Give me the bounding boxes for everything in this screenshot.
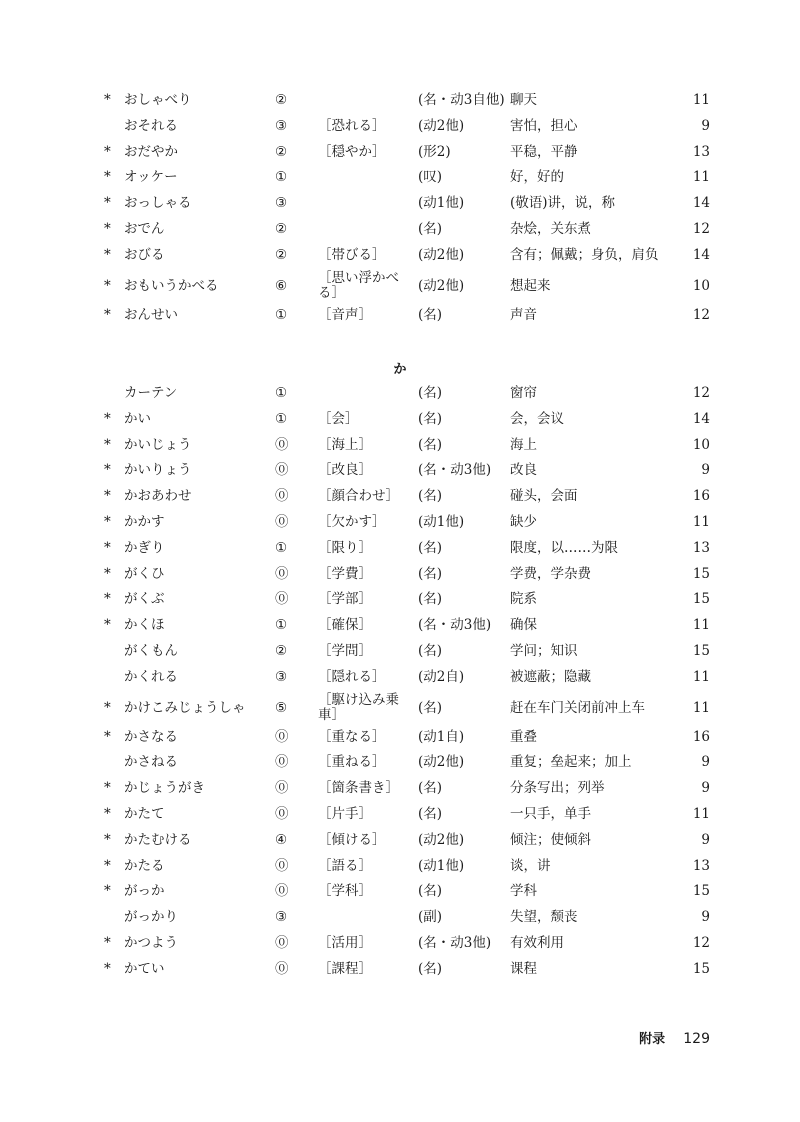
entry-kanji: ［重ねる］ (318, 754, 386, 771)
entry-meaning: 学问；知识 (510, 642, 578, 659)
entry-kana: がくもん (124, 642, 178, 659)
entry-meaning: 课程 (510, 960, 537, 977)
entry-kana: おだやか (124, 143, 178, 160)
entry-part-of-speech: (名) (418, 960, 443, 977)
entry-accent: ⓪ (275, 960, 289, 977)
entry-kana: がくぶ (124, 591, 165, 608)
vocab-entry (0, 114, 800, 140)
entry-kana: かおあわせ (124, 488, 192, 505)
entry-kana: かてい (124, 960, 165, 977)
asterisk-marker: * (104, 488, 111, 505)
vocab-entry (0, 165, 800, 191)
entry-kana: がくひ (124, 565, 165, 582)
asterisk-marker: * (104, 306, 111, 323)
entry-part-of-speech: (名・动3他) (418, 617, 492, 634)
footer-label: 附录 (639, 1032, 666, 1047)
entry-accent: ① (275, 385, 288, 401)
vocab-entry (0, 269, 800, 303)
entry-accent: ⓪ (275, 565, 289, 582)
entry-kana: かい (124, 410, 151, 427)
entry-kanji: ［学科］ (318, 883, 372, 900)
vocab-entry (0, 433, 800, 459)
vocab-entry (0, 407, 800, 433)
vocab-entry (0, 536, 800, 562)
entry-lesson-number: 12 (692, 220, 710, 237)
entry-kanji: ［限り］ (318, 539, 372, 556)
vocab-entry (0, 931, 800, 957)
entry-part-of-speech: (名) (418, 539, 443, 556)
entry-kana: オッケー (124, 169, 178, 186)
entry-lesson-number: 11 (692, 699, 710, 716)
entry-lesson-number: 12 (692, 934, 710, 951)
entry-part-of-speech: (动1他) (418, 513, 465, 530)
vocab-list-ka (0, 381, 800, 983)
entry-kanji: ［恐れる］ (318, 117, 386, 134)
asterisk-marker: * (104, 699, 111, 716)
vocab-entry (0, 88, 800, 114)
entry-part-of-speech: (名) (418, 699, 443, 716)
entry-kana: かたて (124, 805, 165, 822)
entry-meaning: 杂烩，关东煮 (510, 220, 591, 237)
vocab-entry (0, 484, 800, 510)
asterisk-marker: * (104, 246, 111, 263)
entry-kanji: ［傾ける］ (318, 831, 386, 848)
entry-lesson-number: 16 (692, 488, 710, 505)
entry-kana: がっか (124, 883, 165, 900)
vocab-entry (0, 802, 800, 828)
entry-kana: かくれる (124, 668, 178, 685)
vocab-entry (0, 587, 800, 613)
entry-part-of-speech: (名) (418, 591, 443, 608)
vocab-entry (0, 303, 800, 329)
entry-meaning: (敬语)讲，说，称 (510, 195, 616, 212)
entry-accent: ⓪ (275, 436, 289, 453)
entry-part-of-speech: (动2他) (418, 117, 465, 134)
entry-accent: ⓪ (275, 513, 289, 530)
asterisk-marker: * (104, 410, 111, 427)
entry-kanji: ［会］ (318, 410, 359, 427)
asterisk-marker: * (104, 934, 111, 951)
entry-accent: ③ (275, 668, 288, 685)
entry-kana: かさねる (124, 754, 178, 771)
entry-kanji: ［思い浮かべる］ (318, 269, 399, 301)
entry-part-of-speech: (名) (418, 410, 443, 427)
entry-part-of-speech: (动1他) (418, 195, 465, 212)
entry-lesson-number: 12 (692, 385, 710, 401)
entry-accent: ⓪ (275, 728, 289, 745)
vocab-entry (0, 510, 800, 536)
vocab-entry (0, 140, 800, 166)
asterisk-marker: * (104, 513, 111, 530)
entry-part-of-speech: (动1他) (418, 857, 465, 874)
entry-accent: ⓪ (275, 462, 289, 479)
entry-lesson-number: 15 (692, 565, 710, 582)
entry-lesson-number: 9 (701, 117, 710, 134)
entry-lesson-number: 11 (692, 805, 710, 822)
entry-part-of-speech: (名) (418, 385, 443, 401)
entry-kana: かたむける (124, 831, 192, 848)
entry-meaning: 有效利用 (510, 934, 564, 951)
entry-kanji: ［顔合わせ］ (318, 488, 399, 505)
entry-kana: かさなる (124, 728, 178, 745)
entry-lesson-number: 16 (692, 728, 710, 745)
entry-part-of-speech: (形2) (418, 143, 451, 160)
asterisk-marker: * (104, 617, 111, 634)
entry-kanji: ［欠かす］ (318, 513, 386, 530)
entry-kanji: ［駆け込み乗車］ (318, 691, 399, 723)
asterisk-marker: * (104, 805, 111, 822)
vocab-entry (0, 879, 800, 905)
entry-kanji: ［穏やか］ (318, 143, 386, 160)
entry-meaning: 谈，讲 (510, 857, 551, 874)
entry-lesson-number: 10 (692, 277, 710, 294)
entry-part-of-speech: (名) (418, 565, 443, 582)
entry-lesson-number: 9 (701, 780, 710, 797)
entry-lesson-number: 11 (692, 92, 710, 108)
entry-kanji: ［箇条書き］ (318, 780, 399, 797)
asterisk-marker: * (104, 728, 111, 745)
asterisk-marker: * (104, 591, 111, 608)
entry-meaning: 院系 (510, 591, 537, 608)
entry-kana: かつよう (124, 934, 178, 951)
entry-meaning: 确保 (510, 617, 537, 634)
entry-accent: ⓪ (275, 883, 289, 900)
vocab-entry (0, 854, 800, 880)
entry-kanji: ［確保］ (318, 617, 372, 634)
page-number: 129 (683, 1031, 710, 1047)
entry-part-of-speech: (名) (418, 805, 443, 822)
entry-meaning: 含有；佩戴；身负，肩负 (510, 246, 659, 263)
entry-meaning: 失望，颓丧 (510, 909, 578, 926)
entry-part-of-speech: (动2他) (418, 246, 465, 263)
entry-accent: ⓪ (275, 805, 289, 822)
entry-accent: ⓪ (275, 754, 289, 771)
entry-kana: かかす (124, 513, 165, 530)
asterisk-marker: * (104, 277, 111, 294)
asterisk-marker: * (104, 780, 111, 797)
entry-meaning: 倾注；使倾斜 (510, 831, 591, 848)
entry-meaning: 赶在车门关闭前冲上车 (510, 699, 645, 716)
entry-meaning: 聊天 (510, 92, 537, 108)
entry-part-of-speech: (叹) (418, 169, 443, 186)
entry-meaning: 重复；垒起来；加上 (510, 754, 632, 771)
entry-meaning: 学科 (510, 883, 537, 900)
vocab-entry (0, 562, 800, 588)
entry-kana: かくほ (124, 617, 165, 634)
entry-part-of-speech: (名) (418, 220, 443, 237)
entry-lesson-number: 9 (701, 754, 710, 771)
entry-accent: ⑤ (275, 699, 288, 716)
vocab-entry (0, 639, 800, 665)
entry-part-of-speech: (名) (418, 883, 443, 900)
entry-kana: おんせい (124, 306, 178, 323)
entry-meaning: 会，会议 (510, 410, 564, 427)
entry-kanji: ［改良］ (318, 462, 372, 479)
entry-accent: ⑥ (275, 277, 288, 294)
vocab-entry (0, 750, 800, 776)
entry-accent: ⓪ (275, 488, 289, 505)
asterisk-marker: * (104, 539, 111, 556)
asterisk-marker: * (104, 169, 111, 186)
entry-accent: ② (275, 642, 288, 659)
entry-kana: カーテン (124, 385, 178, 401)
entry-meaning: 改良 (510, 462, 537, 479)
entry-lesson-number: 12 (692, 306, 710, 323)
entry-lesson-number: 15 (692, 591, 710, 608)
asterisk-marker: * (104, 92, 111, 108)
asterisk-marker: * (104, 960, 111, 977)
entry-part-of-speech: (动2自) (418, 668, 465, 685)
entry-meaning: 窗帘 (510, 385, 537, 401)
vocab-entry (0, 828, 800, 854)
entry-part-of-speech: (动2他) (418, 277, 465, 294)
entry-lesson-number: 10 (692, 436, 710, 453)
entry-part-of-speech: (名・动3他) (418, 462, 492, 479)
entry-kana: かけこみじょうしゃ (124, 699, 246, 716)
entry-lesson-number: 14 (692, 246, 710, 263)
entry-accent: ⓪ (275, 591, 289, 608)
entry-part-of-speech: (名) (418, 488, 443, 505)
entry-meaning: 重叠 (510, 728, 537, 745)
entry-part-of-speech: (动1自) (418, 728, 465, 745)
entry-part-of-speech: (动2他) (418, 831, 465, 848)
vocab-entry (0, 691, 800, 725)
entry-part-of-speech: (名) (418, 436, 443, 453)
entry-kanji: ［帯びる］ (318, 246, 386, 263)
entry-accent: ③ (275, 117, 288, 134)
entry-part-of-speech: (名) (418, 642, 443, 659)
entry-accent: ④ (275, 831, 288, 848)
entry-meaning: 分条写出；列举 (510, 780, 605, 797)
entry-meaning: 海上 (510, 436, 537, 453)
entry-kana: かいりょう (124, 462, 192, 479)
entry-kanji: ［学費］ (318, 565, 372, 582)
vocab-entry (0, 776, 800, 802)
entry-meaning: 碰头，会面 (510, 488, 578, 505)
asterisk-marker: * (104, 462, 111, 479)
entry-lesson-number: 9 (701, 831, 710, 848)
entry-kana: おでん (124, 220, 165, 237)
entry-meaning: 限度，以……为限 (510, 539, 618, 556)
entry-kana: かいじょう (124, 436, 192, 453)
entry-lesson-number: 9 (701, 462, 710, 479)
entry-lesson-number: 11 (692, 513, 710, 530)
vocab-entry (0, 905, 800, 931)
entry-accent: ③ (275, 909, 288, 926)
entry-accent: ② (275, 246, 288, 263)
entry-kana: おしゃべり (124, 92, 192, 108)
entry-accent: ① (275, 617, 288, 634)
entry-lesson-number: 11 (692, 169, 710, 186)
vocab-entry (0, 243, 800, 269)
entry-kanji: ［片手］ (318, 805, 372, 822)
entry-lesson-number: 14 (692, 195, 710, 212)
entry-meaning: 好，好的 (510, 169, 564, 186)
entry-meaning: 声音 (510, 306, 537, 323)
entry-kana: おびる (124, 246, 165, 263)
entry-kanji: ［活用］ (318, 934, 372, 951)
entry-kana: がっかり (124, 909, 178, 926)
entry-meaning: 一只手，单手 (510, 805, 591, 822)
entry-lesson-number: 13 (692, 857, 710, 874)
entry-kanji: ［海上］ (318, 436, 372, 453)
entry-kana: おもいうかべる (124, 277, 219, 294)
entry-kana: かぎり (124, 539, 165, 556)
entry-accent: ③ (275, 195, 288, 212)
entry-lesson-number: 11 (692, 617, 710, 634)
entry-kanji: ［隠れる］ (318, 668, 386, 685)
entry-kanji: ［課程］ (318, 960, 372, 977)
entry-kana: かたる (124, 857, 165, 874)
entry-kana: おそれる (124, 117, 178, 134)
entry-lesson-number: 11 (692, 668, 710, 685)
entry-meaning: 想起来 (510, 277, 551, 294)
entry-part-of-speech: (名・动3他) (418, 934, 492, 951)
asterisk-marker: * (104, 195, 111, 212)
vocab-entry (0, 191, 800, 217)
entry-lesson-number: 15 (692, 883, 710, 900)
entry-kanji: ［重なる］ (318, 728, 386, 745)
entry-lesson-number: 15 (692, 960, 710, 977)
entry-accent: ⓪ (275, 934, 289, 951)
vocab-list-o (0, 88, 800, 328)
entry-meaning: 被遮蔽；隐藏 (510, 668, 591, 685)
entry-lesson-number: 13 (692, 143, 710, 160)
vocab-entry (0, 665, 800, 691)
vocab-entry (0, 381, 800, 407)
entry-kanji: ［音声］ (318, 306, 372, 323)
asterisk-marker: * (104, 220, 111, 237)
asterisk-marker: * (104, 883, 111, 900)
section-heading: か (393, 362, 407, 377)
asterisk-marker: * (104, 857, 111, 874)
entry-accent: ② (275, 92, 288, 108)
vocab-entry (0, 458, 800, 484)
asterisk-marker: * (104, 565, 111, 582)
entry-meaning: 缺少 (510, 513, 537, 530)
entry-meaning: 平稳，平静 (510, 143, 578, 160)
vocab-entry (0, 725, 800, 751)
vocab-entry (0, 957, 800, 983)
asterisk-marker: * (104, 831, 111, 848)
entry-accent: ① (275, 306, 288, 323)
entry-kana: かじょうがき (124, 780, 205, 797)
vocab-entry (0, 217, 800, 243)
entry-part-of-speech: (名) (418, 780, 443, 797)
entry-part-of-speech: (名・动3自他) (418, 92, 505, 108)
entry-accent: ⓪ (275, 857, 289, 874)
entry-accent: ① (275, 169, 288, 186)
entry-kana: おっしゃる (124, 195, 192, 212)
entry-accent: ① (275, 410, 288, 427)
vocab-entry (0, 613, 800, 639)
entry-accent: ⓪ (275, 780, 289, 797)
entry-accent: ① (275, 539, 288, 556)
entry-accent: ② (275, 143, 288, 160)
entry-lesson-number: 9 (701, 909, 710, 926)
entry-kanji: ［学部］ (318, 591, 372, 608)
entry-meaning: 学费，学杂费 (510, 565, 591, 582)
asterisk-marker: * (104, 436, 111, 453)
page-footer (639, 1028, 710, 1047)
entry-kanji: ［語る］ (318, 857, 372, 874)
asterisk-marker: * (104, 143, 111, 160)
entry-part-of-speech: (动2他) (418, 754, 465, 771)
entry-accent: ② (275, 220, 288, 237)
entry-lesson-number: 15 (692, 642, 710, 659)
entry-lesson-number: 14 (692, 410, 710, 427)
entry-meaning: 害怕，担心 (510, 117, 578, 134)
entry-kanji: ［学問］ (318, 642, 372, 659)
entry-part-of-speech: (副) (418, 909, 443, 926)
entry-lesson-number: 13 (692, 539, 710, 556)
entry-part-of-speech: (名) (418, 306, 443, 323)
